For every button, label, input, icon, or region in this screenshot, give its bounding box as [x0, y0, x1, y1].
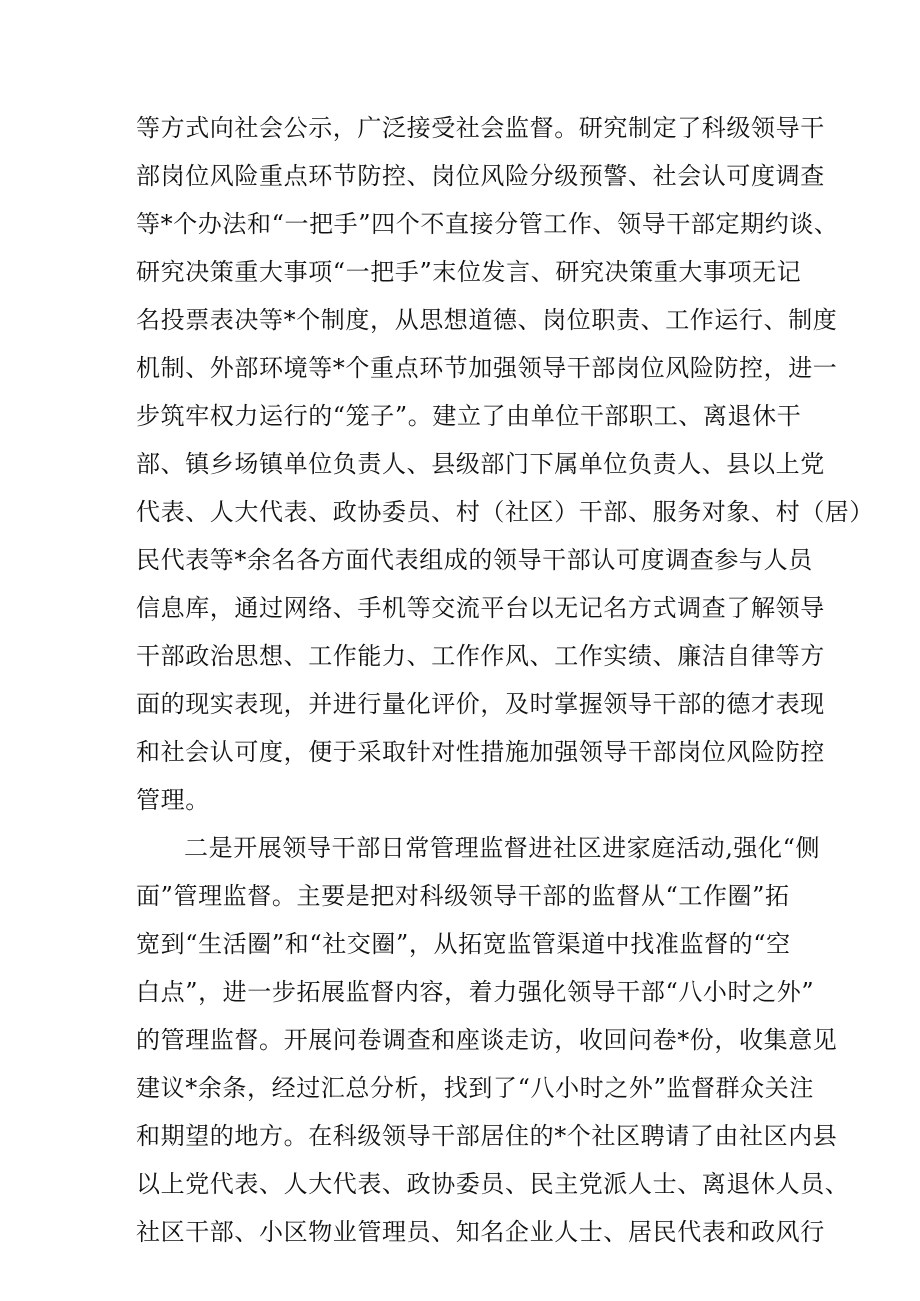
- text-line: 面的现实表现，并进行量化评价，及时掌握领导干部的德才表现: [136, 690, 825, 718]
- text-line: 等*个办法和“一把手”四个不直接分管工作、领导干部定期约谈、: [136, 210, 839, 238]
- text-line: 社区干部、小区物业管理员、知名企业人士、居民代表和政风行: [136, 1218, 825, 1246]
- text-line: 名投票表决等*个制度，从思想道德、岗位职责、工作运行、制度: [136, 306, 838, 334]
- text-line: 部、镇乡场镇单位负责人、县级部门下属单位负责人、县以上党: [136, 450, 825, 478]
- text-line: 面”管理监督。主要是把对科级领导干部的监督从“工作圈”拓: [136, 882, 790, 910]
- text-line: 宽到“生活圈”和“社交圈”，从拓宽监管渠道中找准监督的“空: [136, 930, 791, 958]
- paragraph-1: [136, 104, 874, 824]
- text-line: 和社会认可度，便于采取针对性措施加强领导干部岗位风险防控: [136, 738, 825, 766]
- text-line: 和期望的地方。在科级领导干部居住的*个社区聘请了由社区内县: [136, 1122, 838, 1150]
- text-line: 步筑牢权力运行的“笼子”。建立了由单位干部职工、离退休干: [136, 402, 802, 430]
- text-line: 建议*余条，经过汇总分析，找到了“八小时之外”监督群众关注: [136, 1074, 814, 1102]
- paragraph-2: [136, 824, 850, 1256]
- text-line: 管理。: [136, 786, 210, 814]
- text-line: 研究决策重大事项“一把手”末位发言、研究决策重大事项无记: [136, 258, 802, 286]
- text-line: 白点”，进一步拓展监督内容，着力强化领导干部“八小时之外”: [136, 978, 815, 1006]
- text-line: 干部政治思想、工作能力、工作作风、工作实绩、廉洁自律等方: [136, 642, 825, 670]
- text-line: 信息库，通过网络、手机等交流平台以无记名方式调查了解领导: [136, 594, 825, 622]
- text-line: 二是开展领导干部日常管理监督进社区进家庭活动,强化“侧: [184, 834, 821, 862]
- text-line: 等方式向社会公示，广泛接受社会监督。研究制定了科级领导干: [136, 114, 825, 142]
- text-line: 部岗位风险重点环节防控、岗位风险分级预警、社会认可度调查: [136, 162, 825, 190]
- text-line: 的管理监督。开展问卷调查和座谈走访，收回问卷*份，收集意见: [136, 1026, 838, 1054]
- text-line: 以上党代表、人大代表、政协委员、民主党派人士、离退休人员、: [136, 1170, 850, 1198]
- text-line: 代表、人大代表、政协委员、村（社区）干部、服务对象、村（居）: [136, 498, 874, 526]
- text-line: 民代表等*余名各方面代表组成的领导干部认可度调查参与人员: [136, 546, 813, 574]
- document-body: [136, 104, 874, 1256]
- text-line: 机制、外部环境等*个重点环节加强领导干部岗位风险防控，进一: [136, 354, 838, 382]
